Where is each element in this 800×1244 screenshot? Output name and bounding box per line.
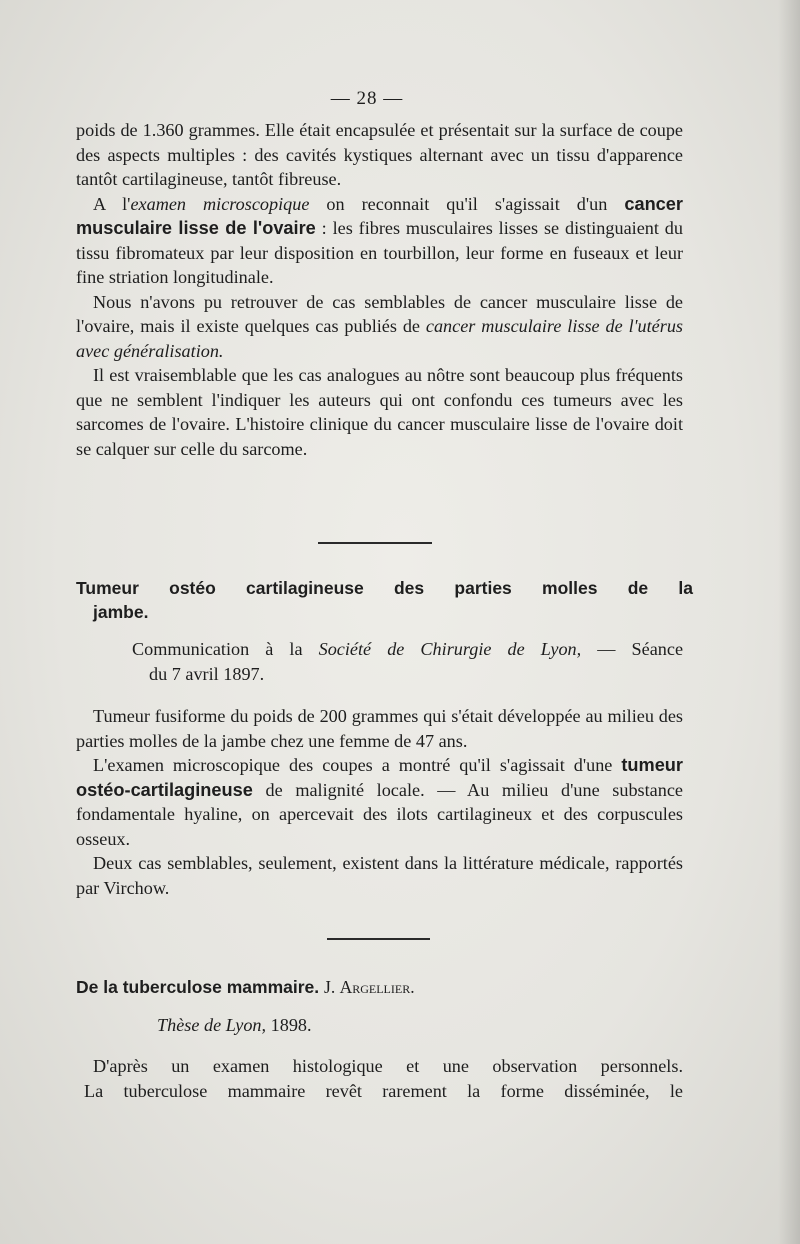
section-ovary-cancer [76, 118, 683, 461]
section-tuberculose-body [76, 1054, 683, 1103]
page-number: — 28 — [330, 88, 404, 109]
communication-note: Communication à la Société de Chirurgie de Lyon, — Séance du 7 avril 1897. [132, 639, 684, 684]
section-divider [327, 938, 430, 940]
section-title-tuberculose: De la tuberculose mammaire. J. Argellier. [76, 977, 415, 997]
these-reference: Thèse de Lyon, 1898. [157, 1015, 312, 1035]
section-divider [318, 542, 432, 544]
page-edge-shadow [778, 0, 800, 1244]
paragraph: L'examen microscopique des coupes a montré qu'il s'agissait d'une tumeur ostéo-cartilagineuse de malignité locale. — Au milieu d'une substance fondamentale hyaline, on apercevait des ilots cartilagineux et des corpuscules osseux. [76, 755, 683, 849]
section-title-osteo: Tumeur ostéo cartilagineuse des parties molles de la jambe. [76, 578, 693, 622]
paragraph: A l'examen microscopique on reconnait qu'il s'agissait d'un cancer musculaire lisse de l'ovaire : les fibres musculaires lisses se distinguaient du tissu fibromateux par leur disposition en tourbillon, leur forme en fuseaux et leur fine striation longitudinale. [76, 193, 683, 287]
paragraph: Tumeur fusiforme du poids de 200 grammes qui s'était développée au milieu des parties molles de la jambe chez une femme de 47 ans. [76, 706, 683, 751]
section-osteo-body [76, 704, 683, 900]
paragraph: Nous n'avons pu retrouver de cas semblables de cancer musculaire lisse de l'ovaire, mais il existe quelques cas publiés de cancer musculaire lisse de l'utérus avec généralisation. [76, 291, 683, 361]
paragraph: La tuberculose mammaire revêt rarement la forme disséminée, le [84, 1080, 683, 1101]
paragraph: Il est vraisemblable que les cas analogues au nôtre sont beaucoup plus fréquents que ne semblent l'indiquer les auteurs qui ont confondu ces tumeurs avec les sarcomes de l'ovaire. L'histoire clinique du cancer musculaire lisse de l'ovaire doit se calquer sur celle du sarcome. [76, 365, 683, 459]
author: J. Argellier. [324, 977, 415, 997]
paragraph: Deux cas semblables, seulement, existent dans la littérature médicale, rapportés par Virchow. [76, 853, 683, 898]
paragraph: poids de 1.360 grammes. Elle était encapsulée et présentait sur la surface de coupe des aspects multiples : des cavités kystiques alternant avec un tissu d'apparence tantôt cartilagineuse, tantôt fibreuse. [76, 120, 683, 189]
paragraph: D'après un examen histologique et une observation personnels. [93, 1056, 683, 1076]
